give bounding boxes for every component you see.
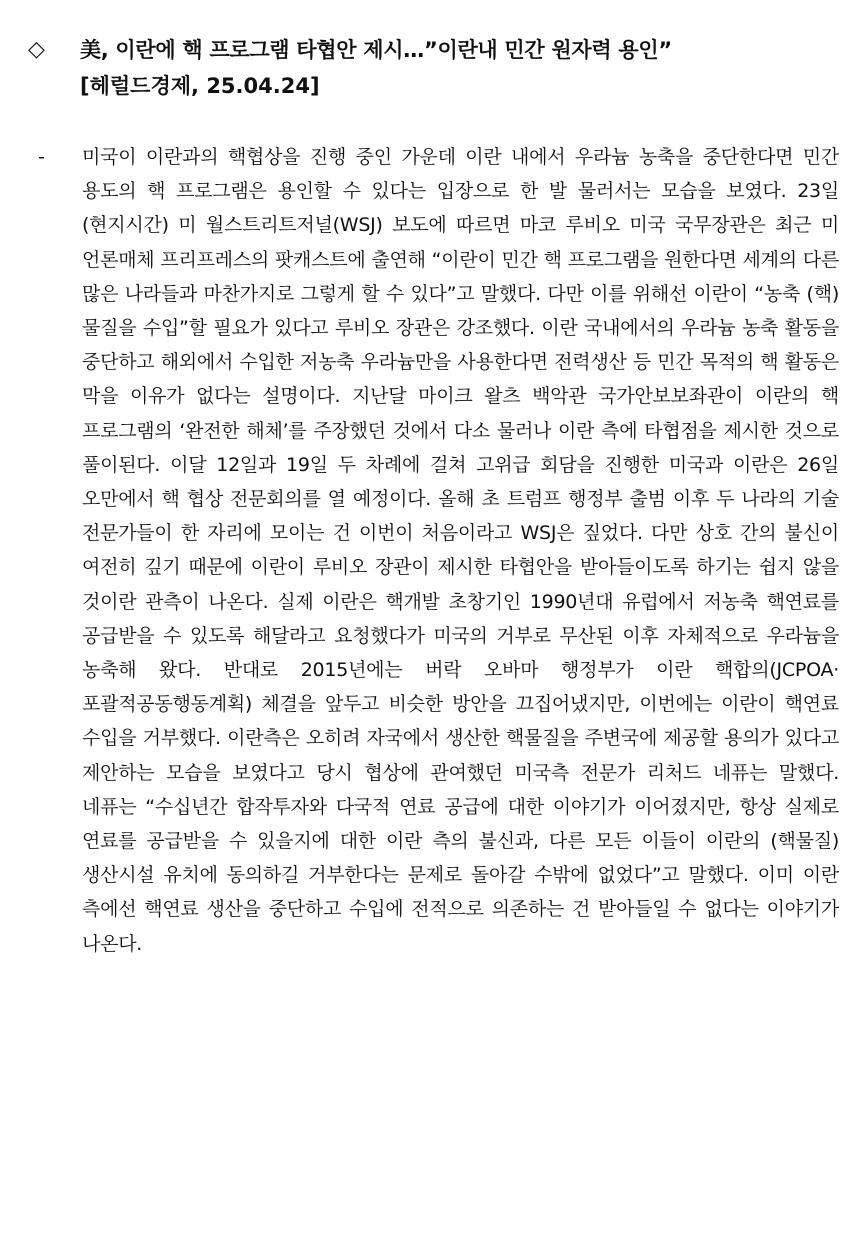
article-headline: 美, 이란에 핵 프로그램 타협안 제시…”이란내 민간 원자력 용인” <box>80 38 672 62</box>
article-body-text: 미국이 이란과의 핵협상을 진행 중인 가운데 이란 내에서 우라늄 농축을 중단한다면 민간 용도의 핵 프로그램은 용인할 수 있다는 입장으로 한 발 물러서는 모습을 보였다. 23일(현지시간) 미 월스트리트저널(WSJ) 보도에 따르면 마코 루비오 미국 국무장관은 최근 미 언론매체 프리프레스의 팟캐스트에 출연해 “이란이 민간 핵 프로그램을 원한다면 세계의 다른 많은 나라들과 마찬가지로 그렇게 할 수 있다”고 말했다. 다만 이를 위해선 이란이 “농축 (핵) 물질을 수입”할 필요가 있다고 루비오 장관은 강조했다. 이란 국내에서의 우라늄 농축 활동을 중단하고 해외에서 수입한 저농축 우라늄만을 사용한다면 전력생산 등 민간 목적의 핵 활동은 막을 이유가 없다는 설명이다. 지난달 마이크 왈츠 백악관 국가안보보좌관이 이란의 핵 프로그램의 ‘완전한 해체’를 주장했던 것에서 다소 물러나 이란 측에 타협점을 제시한 것으로 풀이된다. 이달 12일과 19일 두 차례에 걸쳐 고위급 회담을 진행한 미국과 이란은 26일 오만에서 핵 협상 전문회의를 열 예정이다. 올해 초 트럼프 행정부 출범 이후 두 나라의 기술 전문가들이 한 자리에 모이는 건 이번이 처음이라고 WSJ은 짚었다. 다만 상호 간의 불신이 여전히 깊기 때문에 이란이 루비오 장관이 제시한 타협안을 받아들이도록 하기는 쉽지 않을 것이란 관측이 나온다. 실제 이란은 핵개발 초창기인 1990년대 유럽에서 저농축 핵연료를 공급받을 수 있도록 해달라고 요청했다가 미국의 거부로 무산된 이후 자체적으로 우라늄을 농축해 왔다. 반대로 2015년에는 버락 오바마 행정부가 이란 핵합의(JCPOA·포괄적공동행동계획) 체결을 앞두고 비슷한 방안을 끄집어냈지만, 이번에는 이란이 핵연료 수입을 거부했다. 이란측은 오히려 자국에서 생산한 핵물질을 주변국에 제공할 용의가 있다고 제안하는 모습을 보였다고 당시 협상에 관여했던 미국측 전문가 리처드 네퓨는 말했다. 네퓨는 “수십년간 합작투자와 다국적 연료 공급에 대한 이야기가 이어졌지만, 항상 실제로 연료를 공급받을 수 있을지에 대한 이란 측의 불신과, 다른 모든 이들이 이란의 (핵물질) 생산시설 유치에 동의하길 거부한다는 문제로 돌아갈 수밖에 없었다”고 말했다. 이미 이란 측에선 핵연료 생산을 중단하고 수입에 전적으로 의존하는 건 받아들일 수 없다는 이야기가 나온다. <box>82 146 839 955</box>
dash-bullet: - <box>38 146 45 168</box>
diamond-bullet-icon: ◇ <box>28 37 45 62</box>
headline-row <box>28 32 838 68</box>
article-source: [헤럴드경제, 25.04.24] <box>80 74 320 98</box>
headline-block <box>28 32 838 104</box>
article-body-block <box>38 140 841 961</box>
